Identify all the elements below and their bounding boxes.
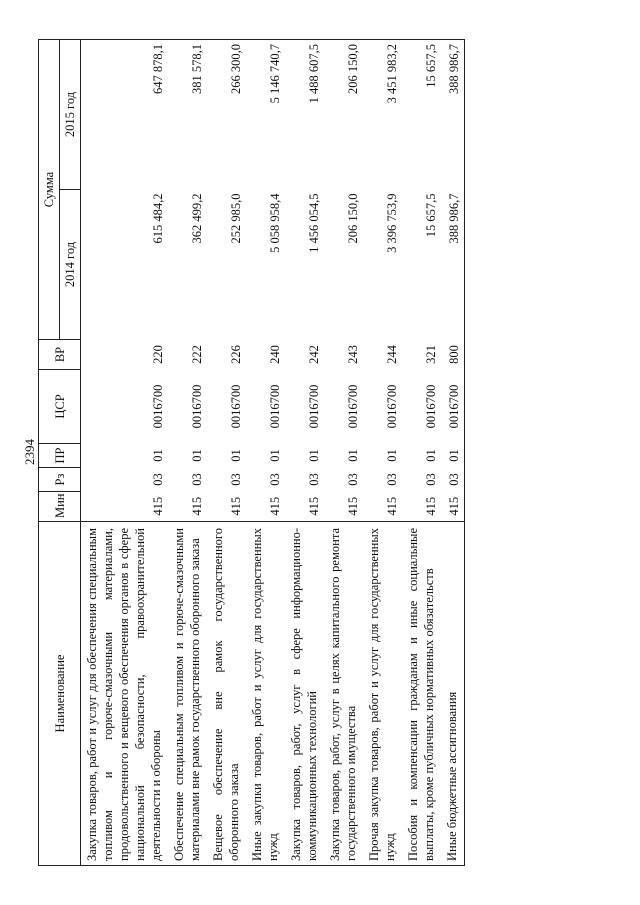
row-sum-2014: 388 986,7: [447, 193, 461, 244]
row-sum-2015: 647 878,1: [151, 44, 165, 94]
row-csr: 0016700: [190, 384, 204, 429]
row-sum-2015: 206 150,0: [346, 44, 360, 94]
row-min: 415: [385, 496, 399, 516]
row-csr: 0016700: [447, 384, 461, 429]
row-sum-2015: 5 146 740,7: [268, 44, 282, 104]
row-pr: 01: [268, 449, 282, 462]
row-name: Закупка товаров, работ и услуг для обеспечения специальным топливом и горюче-смазочными материалами, продовольственного и вещевого обеспечения органов в сфере национальной безопасности, правоохранительной деятельности и обороны: [81, 522, 169, 866]
row-vr: 226: [229, 345, 243, 364]
page-number-text: 2394: [22, 439, 37, 465]
row-min: 415: [346, 496, 360, 516]
row-csr: 0016700: [229, 384, 243, 429]
row-pr: 01: [190, 449, 204, 462]
row-vr: 321: [424, 345, 438, 364]
row-name: Иные бюджетные ассигнования: [441, 522, 465, 866]
row-csr: 0016700: [151, 384, 165, 429]
row-sum-2015: 266 300,0: [229, 44, 243, 94]
row-rz: 03: [190, 473, 204, 486]
row-vr: 243: [346, 345, 360, 364]
row-vr: 244: [385, 345, 399, 364]
row-pr: 01: [385, 449, 399, 462]
row-rz: 03: [385, 473, 399, 486]
row-name: Вещевое обеспечение вне рамок государственного оборонного заказа: [207, 522, 246, 866]
row-min: 415: [307, 496, 321, 516]
table-row: [363, 40, 402, 866]
row-min: 415: [151, 496, 165, 516]
row-min: 415: [190, 496, 204, 516]
row-pr: 01: [447, 449, 461, 462]
row-sum-2014: 15 657,5: [424, 193, 438, 238]
row-vr: 220: [151, 345, 165, 364]
row-csr: 0016700: [268, 384, 282, 429]
row-name: Пособия и компенсации гражданам и иные социальные выплаты, кроме публичных нормативных обязательств: [402, 522, 441, 866]
row-sum-2015: 1 488 607,5: [307, 44, 321, 104]
header-min: Мин: [39, 492, 81, 522]
table-row: [81, 40, 169, 866]
table-body: [81, 40, 465, 866]
row-sum-2015: 388 986,7: [447, 44, 461, 94]
header-rz: Рз: [39, 468, 81, 492]
row-min: 415: [229, 496, 243, 516]
row-rz: 03: [346, 473, 360, 486]
header-csr: ЦСР: [39, 370, 81, 444]
row-rz: 03: [229, 473, 243, 486]
table-row: [324, 40, 363, 866]
row-vr: 222: [190, 345, 204, 364]
table-header: [39, 40, 81, 866]
header-sum: Сумма: [39, 40, 60, 340]
row-sum-2014: 3 396 753,9: [385, 193, 399, 253]
table-row: [246, 40, 285, 866]
table-row: [168, 40, 207, 866]
table-row: [441, 40, 465, 866]
row-pr: 01: [424, 449, 438, 462]
row-pr: 01: [346, 449, 360, 462]
row-pr: 01: [307, 449, 321, 462]
row-rz: 03: [151, 473, 165, 486]
row-sum-2014: 252 985,0: [229, 193, 243, 244]
row-sum-2015: 3 451 983,2: [385, 44, 399, 104]
row-name: Иные закупки товаров, работ и услуг для государственных нужд: [246, 522, 285, 866]
header-pr: ПР: [39, 444, 81, 468]
row-pr: 01: [151, 449, 165, 462]
row-rz: 03: [268, 473, 282, 486]
row-rz: 03: [424, 473, 438, 486]
row-name: Обеспечение специальным топливом и горюче-смазочными материалами вне рамок государственного оборонного заказа: [168, 522, 207, 866]
row-vr: 242: [307, 345, 321, 364]
row-sum-2014: 5 058 958,4: [268, 193, 282, 253]
row-csr: 0016700: [346, 384, 360, 429]
header-name: Наименование: [39, 522, 81, 866]
row-csr: 0016700: [424, 384, 438, 429]
budget-table: [38, 39, 465, 866]
row-vr: 240: [268, 345, 282, 364]
budget-table-rotated: [38, 40, 583, 866]
row-csr: 0016700: [385, 384, 399, 429]
row-min: 415: [268, 496, 282, 516]
row-name: Закупка товаров, работ, услуг в сфере информационно-коммуникационных технологий: [285, 522, 324, 866]
row-sum-2014: 615 484,2: [151, 193, 165, 244]
row-name: Закупка товаров, работ, услуг в целях капитального ремонта государственного имущества: [324, 522, 363, 866]
row-sum-2014: 1 456 054,5: [307, 193, 321, 253]
row-sum-2014: 362 499,2: [190, 193, 204, 244]
row-sum-2015: 15 657,5: [424, 44, 438, 88]
header-vr: ВР: [39, 340, 81, 370]
row-sum-2014: 206 150,0: [346, 193, 360, 244]
row-sum-2015: 381 578,1: [190, 44, 204, 94]
table-row: [207, 40, 246, 866]
row-csr: 0016700: [307, 384, 321, 429]
header-2014: 2014 год: [60, 190, 81, 340]
row-vr: 800: [447, 345, 461, 364]
row-name: Прочая закупка товаров, работ и услуг для государственных нужд: [363, 522, 402, 866]
row-min: 415: [424, 496, 438, 516]
row-pr: 01: [229, 449, 243, 462]
header-2015: 2015 год: [60, 40, 81, 190]
row-min: 415: [447, 496, 461, 516]
table-row: [402, 40, 441, 866]
table-row: [285, 40, 324, 866]
row-rz: 03: [307, 473, 321, 486]
row-rz: 03: [447, 473, 461, 486]
